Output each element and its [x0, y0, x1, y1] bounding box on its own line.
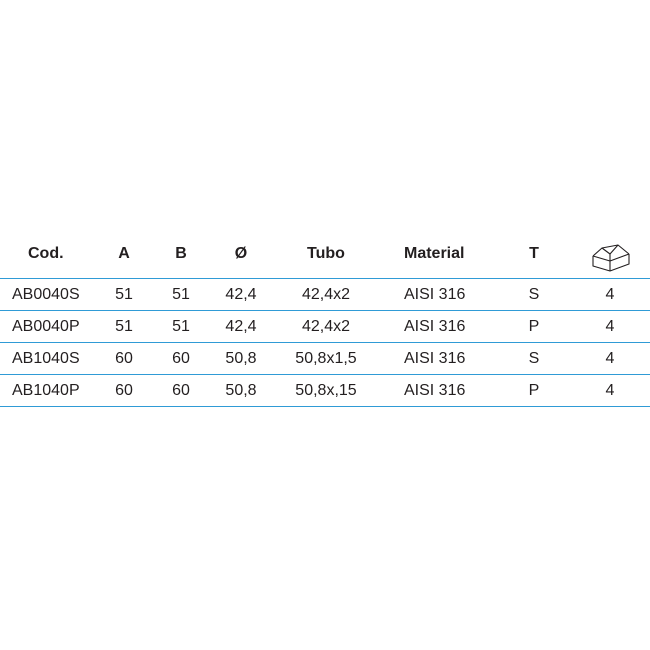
cell-t: S [528, 350, 540, 367]
cell-material: AISI 316 [404, 382, 466, 399]
spec-table [0, 236, 650, 407]
cell-diameter: 42,4 [225, 286, 257, 303]
cell-b: 60 [172, 382, 190, 399]
cell-t: P [528, 382, 540, 399]
table-row [0, 279, 650, 311]
cell-diameter: 50,8 [225, 382, 257, 399]
cell-qty: 4 [605, 382, 615, 399]
table-header-row [0, 236, 650, 279]
cell-a: 60 [115, 350, 133, 367]
cell-tubo: 50,8x1,5 [295, 350, 357, 367]
header-tubo: Tubo [307, 245, 345, 262]
cell-tubo: 42,4x2 [301, 318, 351, 335]
cell-tubo: 50,8x,15 [295, 382, 357, 399]
cell-b: 60 [172, 350, 190, 367]
cell-diameter: 50,8 [225, 350, 257, 367]
header-cod: Cod. [28, 245, 64, 262]
cell-cod: AB0040S [12, 286, 80, 303]
header-material: Material [404, 245, 465, 262]
header-a: A [118, 245, 130, 262]
header-t: T [529, 245, 539, 262]
cell-qty: 4 [605, 318, 615, 335]
cell-a: 51 [115, 286, 133, 303]
cell-diameter: 42,4 [225, 318, 257, 335]
header-diameter: Ø [234, 245, 248, 262]
cell-b: 51 [172, 318, 190, 335]
cell-cod: AB0040P [12, 318, 80, 335]
cell-cod: AB1040P [12, 382, 80, 399]
cell-a: 51 [115, 318, 133, 335]
cell-t: S [528, 286, 540, 303]
cell-b: 51 [172, 286, 190, 303]
cell-material: AISI 316 [404, 350, 466, 367]
cell-qty: 4 [605, 286, 615, 303]
table-row [0, 343, 650, 375]
table-row [0, 311, 650, 343]
cell-t: P [528, 318, 540, 335]
cell-a: 60 [115, 382, 133, 399]
cell-cod: AB1040S [12, 350, 80, 367]
header-b: B [175, 245, 187, 262]
cell-tubo: 42,4x2 [301, 286, 351, 303]
table-row [0, 375, 650, 407]
cell-qty: 4 [605, 350, 615, 367]
cell-material: AISI 316 [404, 286, 466, 303]
box-icon [590, 242, 632, 274]
cell-material: AISI 316 [404, 318, 466, 335]
